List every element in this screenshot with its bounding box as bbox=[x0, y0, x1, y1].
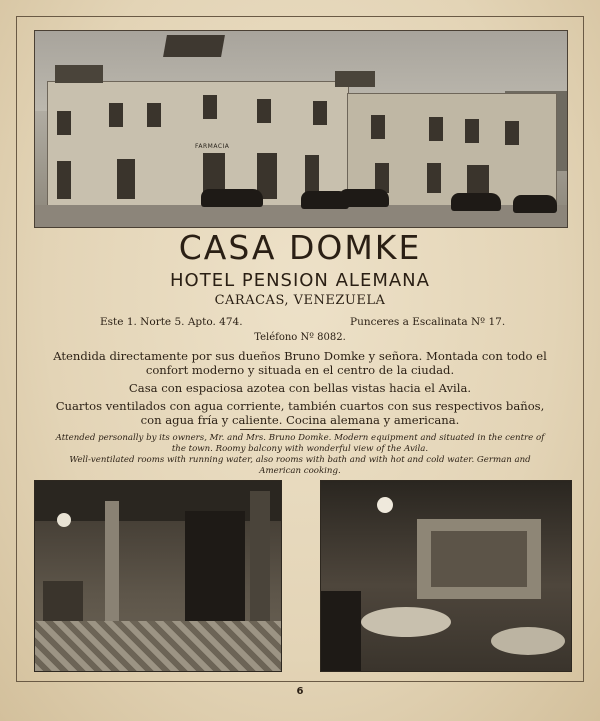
hotel-subtitle: HOTEL PENSION ALEMANA bbox=[170, 270, 430, 291]
spanish-paragraph: Atendida directamente por sus dueños Bruno Domke y señora. Montada con todo el confort moderno y situada en el centro de la ciudad. bbox=[53, 349, 547, 377]
english-paragraph: Well-ventilated rooms with running water, also rooms with bath and with hot and cold water. German and American cooking. bbox=[69, 455, 531, 476]
dining-room-photo bbox=[320, 480, 572, 672]
lobby-photo bbox=[34, 480, 282, 672]
hotel-title: CASA DOMKE bbox=[178, 228, 422, 267]
divider bbox=[240, 429, 360, 430]
building-photo bbox=[34, 30, 568, 228]
spanish-paragraph: Cuartos ventilados con agua corriente, también cuartos con sus respectivos baños, con agua fría y caliente. Cocina alemana y americana. bbox=[55, 399, 545, 427]
page-number: 6 bbox=[296, 686, 304, 697]
pharmacy-sign: FARMACIA bbox=[195, 143, 230, 150]
address-left: Este 1. Norte 5. Apto. 474. bbox=[100, 316, 243, 328]
address-right: Punceres a Escalinata Nº 17. bbox=[350, 316, 506, 328]
city: CARACAS, VENEZUELA bbox=[214, 293, 386, 308]
english-paragraph: Attended personally by its owners, Mr. and Mrs. Bruno Domke. Modern equipment and situated in the centre of the town. Roomy balcony with wonderful view of the Avila. bbox=[55, 433, 545, 454]
spanish-paragraph: Casa con espaciosa azotea con bellas vistas hacia el Avila. bbox=[128, 381, 472, 395]
phone: Teléfono Nº 8082. bbox=[254, 332, 346, 343]
